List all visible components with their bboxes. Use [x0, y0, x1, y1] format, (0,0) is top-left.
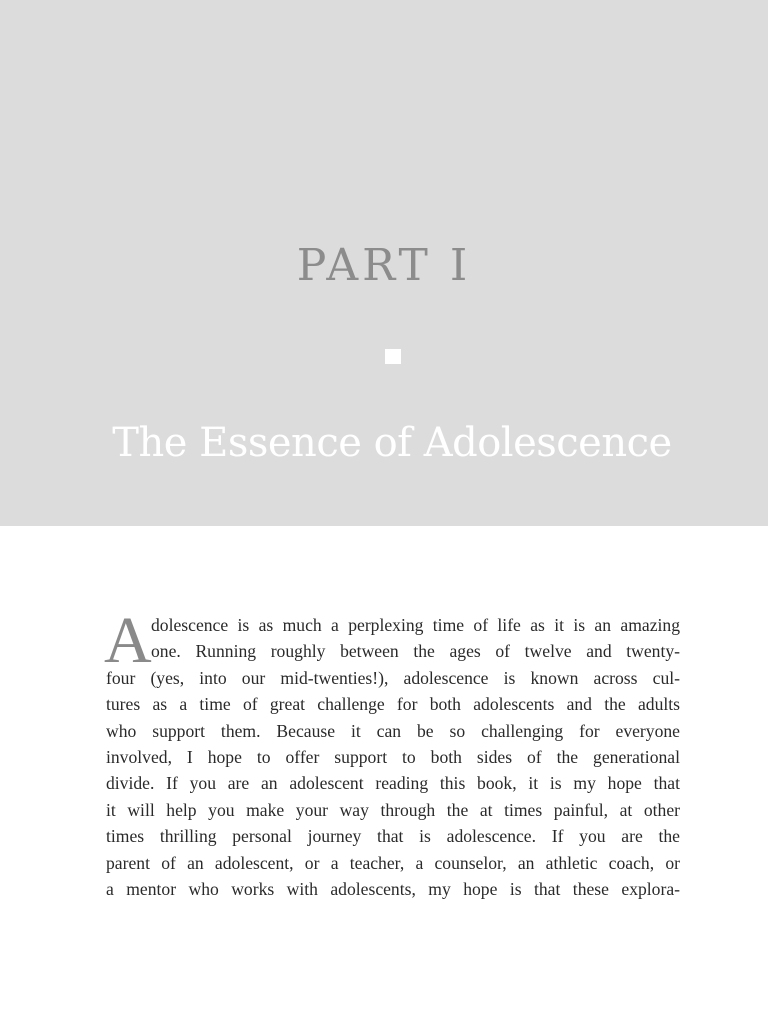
ornament-square — [385, 349, 401, 364]
text-line: dolescence is as much a perplexing time of life as it is an amazing — [151, 615, 680, 635]
text-line: divide. If you are an adolescent reading this book, it is my hope that — [106, 773, 680, 794]
text-line: tures as a time of great challenge for both adolescents and the adults — [106, 694, 680, 715]
drop-cap: A — [104, 604, 152, 677]
text-line: four (yes, into our mid-twenties!), adolescence is known across cul- — [106, 667, 680, 688]
part-label: PART I — [296, 240, 472, 291]
body-text — [104, 604, 680, 902]
part-title: The Essence of Adolescence — [112, 420, 672, 466]
text-line: involved, I hope to offer support to both sides of the generational — [106, 746, 680, 767]
text-line: times thrilling personal journey that is adolescence. If you are the — [106, 826, 680, 847]
text-line: a mentor who works with adolescents, my hope is that these explora- — [106, 878, 680, 899]
text-line: who support them. Because it can be so challenging for everyone — [106, 720, 680, 741]
text-line: it will help you make your way through the at times painful, at other — [106, 799, 680, 820]
text-line: parent of an adolescent, or a teacher, a counselor, an athletic coach, or — [106, 852, 680, 873]
text-line: one. Running roughly between the ages of twelve and twenty- — [151, 641, 680, 662]
